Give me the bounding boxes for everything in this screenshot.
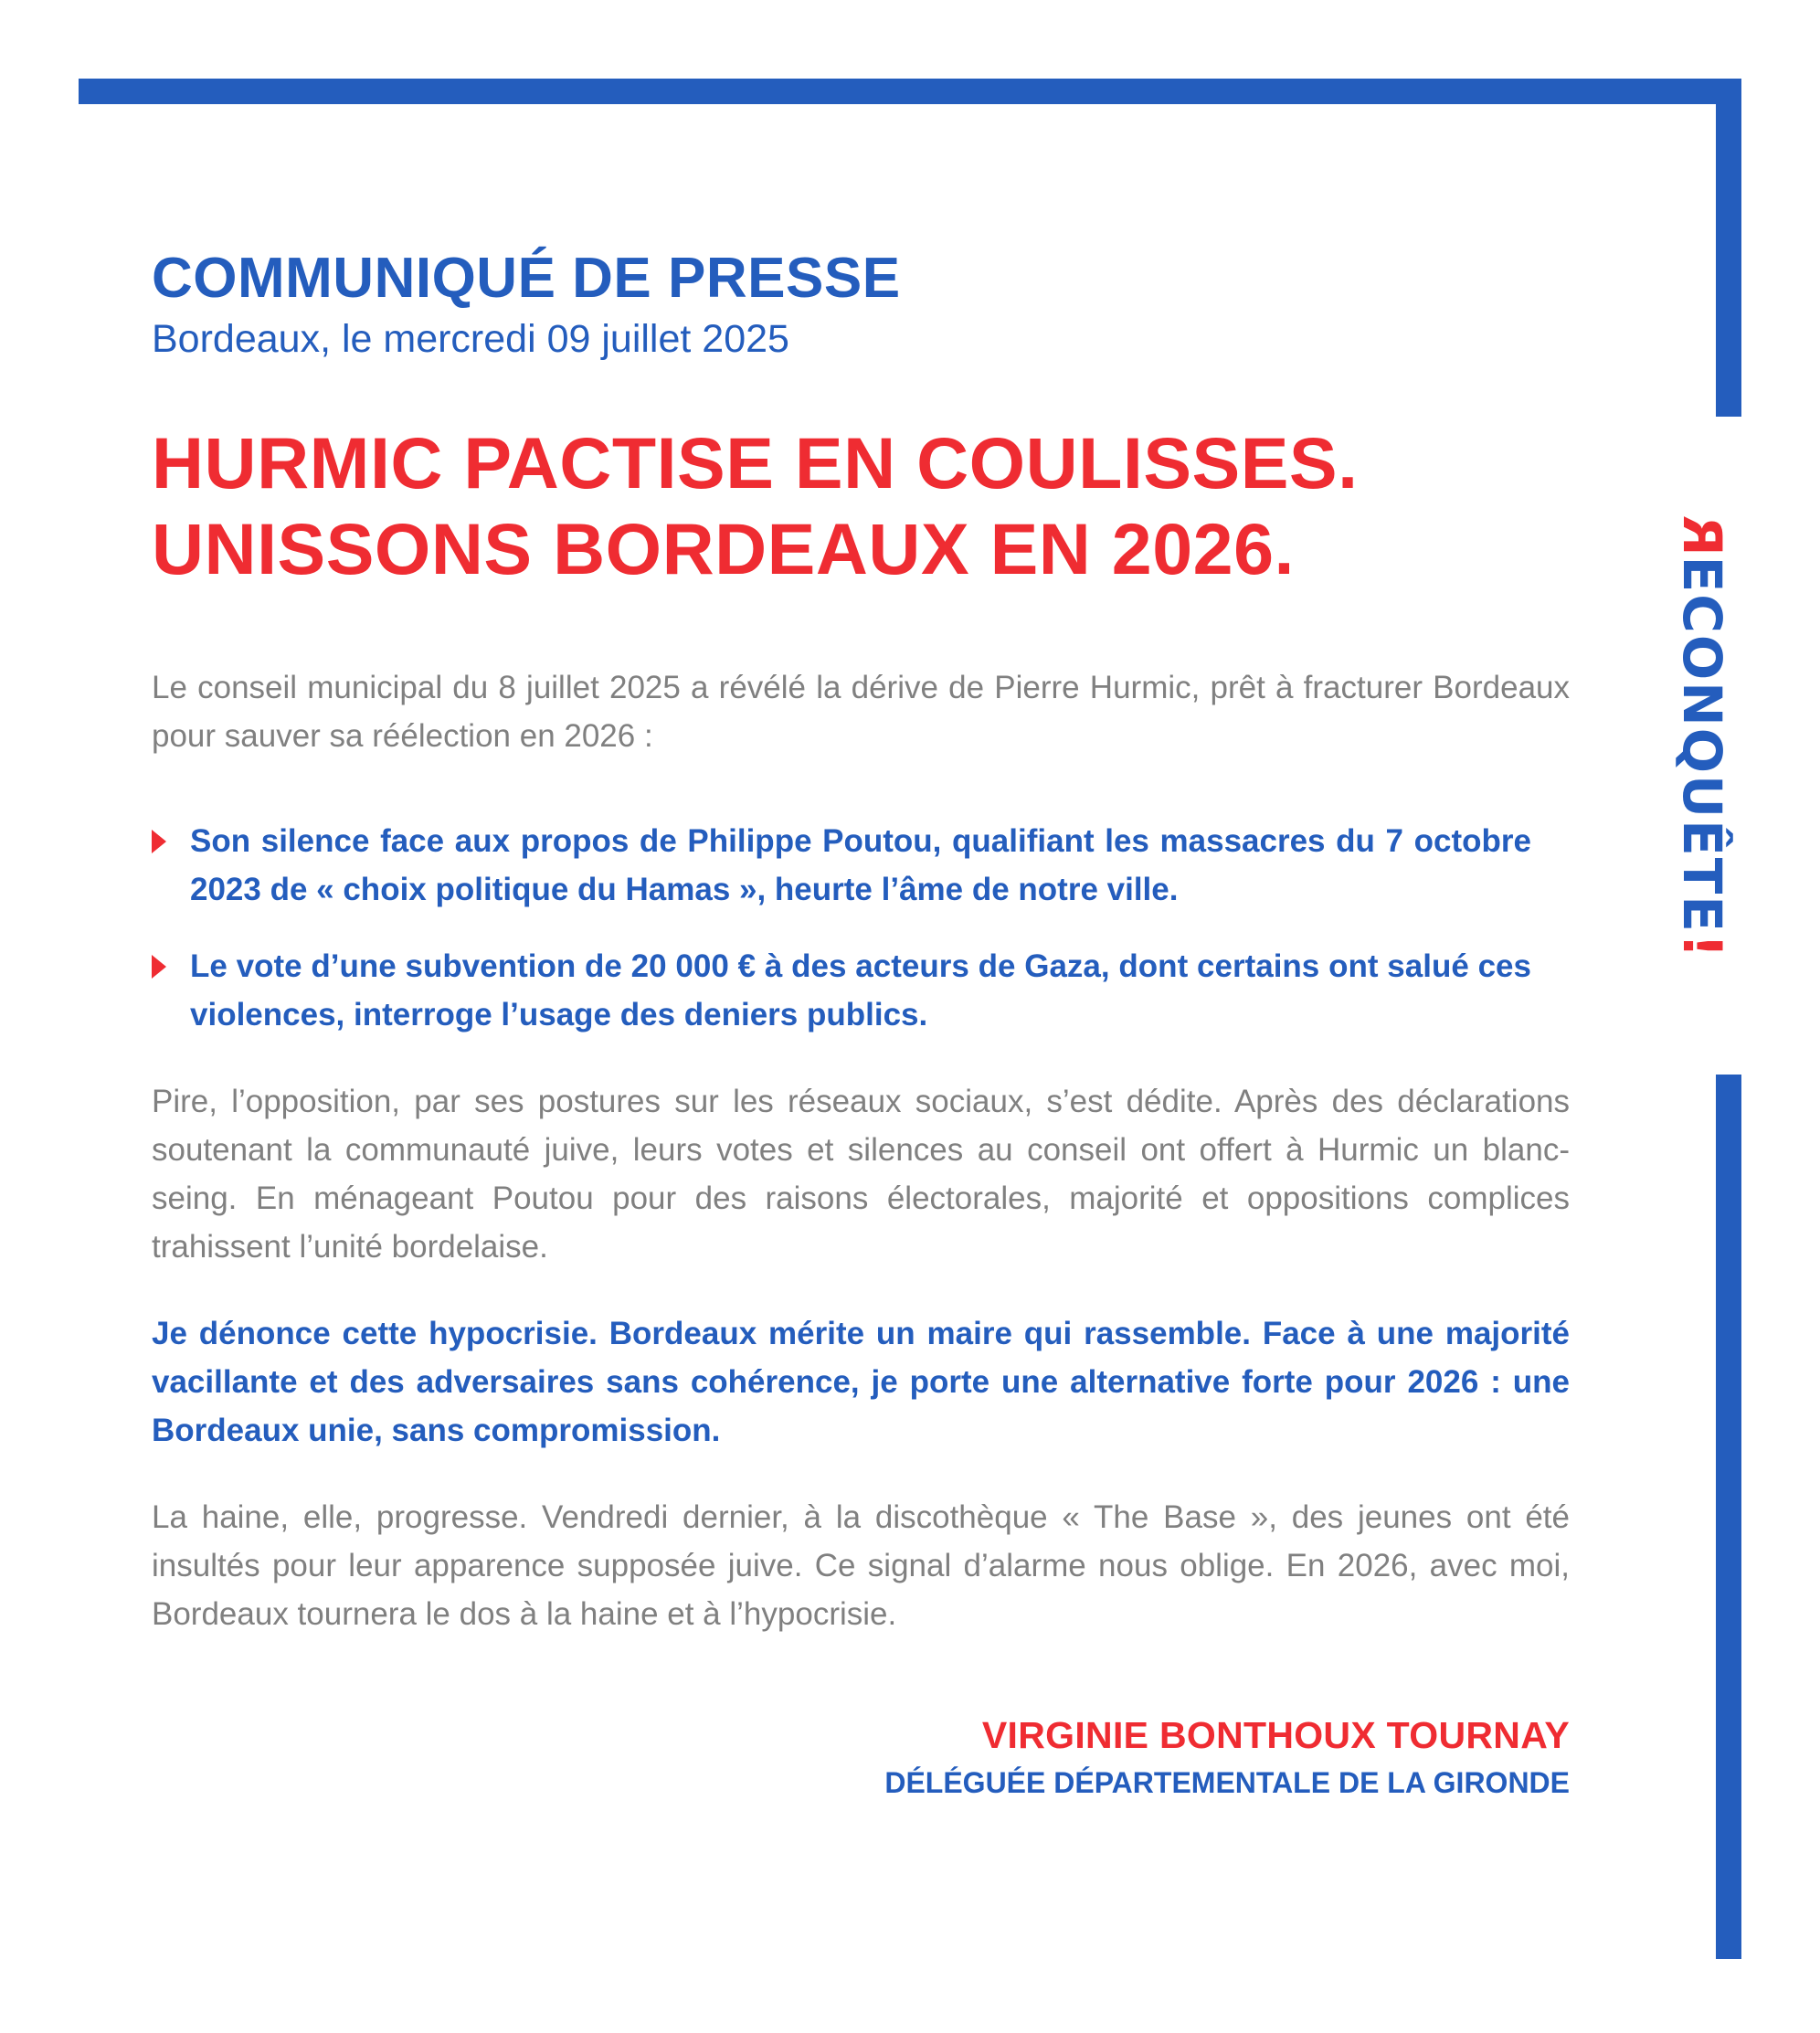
headline-line-2: UNISSONS BORDEAUX EN 2026.	[152, 508, 1296, 589]
intro-paragraph: Le conseil municipal du 8 juillet 2025 a révélé la dérive de Pierre Hurmic, prêt à fracturer Bordeaux pour sauver sa réélection en 2026 :	[152, 670, 1570, 754]
frame-right-bar-lower	[1716, 1075, 1741, 1959]
opposition-paragraph: Pire, l’opposition, par ses postures sur les réseaux sociaux, s’est dédite. Après des déclarations soutenant la communauté juive, leurs votes et silences au conseil ont offert à Hurmic un blanc-seing. En ménageant Poutou pour des raisons électorales, majorité et oppositions complices trahissent l’unité bordelaise.	[152, 1084, 1570, 1265]
frame-right-bar-upper	[1716, 79, 1741, 417]
signatory-role: DÉLÉGUÉE DÉPARTEMENTALE DE LA GIRONDE	[884, 1766, 1570, 1799]
headline-line-1: HURMIC PACTISE EN COULISSES.	[152, 422, 1359, 503]
hate-paragraph: La haine, elle, progresse. Vendredi dernier, à la discothèque « The Base », des jeunes ont été insultés pour leur apparence supposée juive. Ce signal d’alarme nous oblige. En 2026, avec moi, Bordeaux tournera le dos à la haine et à l’hypocrisie.	[152, 1499, 1570, 1632]
logo-text: ECONQUÊTE	[1671, 556, 1733, 934]
bullet-arrow-icon	[152, 955, 166, 979]
frame-top-bar	[79, 79, 1741, 104]
bullet-item	[152, 817, 1570, 914]
press-release	[152, 247, 1570, 1803]
signature-block	[152, 1711, 1570, 1803]
logo-exclamation: !	[1671, 933, 1733, 960]
bullet-text: Le vote d’une subvention de 20 000 € à des acteurs de Gaza, dont certains ont salué ces violences, interroge l’usage des deniers publics.	[190, 948, 1531, 1032]
statement-paragraph: Je dénonce cette hypocrisie. Bordeaux mérite un maire qui rassemble. Face à une majorité vacillante et des adversaires sans cohérence, je porte une alternative forte pour 2026 : une Bordeaux unie, sans compromission.	[152, 1316, 1570, 1448]
signatory-name: VIRGINIE BONTHOUX TOURNAY	[981, 1714, 1570, 1756]
bullet-item	[152, 942, 1570, 1039]
bullet-text: Son silence face aux propos de Philippe Poutou, qualifiant les massacres du 7 octobre 2023 de « choix politique du Hamas », heurte l’âme de notre ville.	[190, 823, 1531, 907]
logo-mirrored-r: R	[1671, 514, 1733, 556]
press-release-kicker: COMMUNIQUÉ DE PRESSE	[152, 247, 901, 310]
bullet-list	[152, 817, 1570, 1039]
reconquete-logo	[1671, 514, 1733, 960]
bullet-arrow-icon	[152, 830, 166, 853]
headline	[152, 420, 1570, 592]
release-date: Bordeaux, le mercredi 09 juillet 2025	[152, 317, 789, 361]
